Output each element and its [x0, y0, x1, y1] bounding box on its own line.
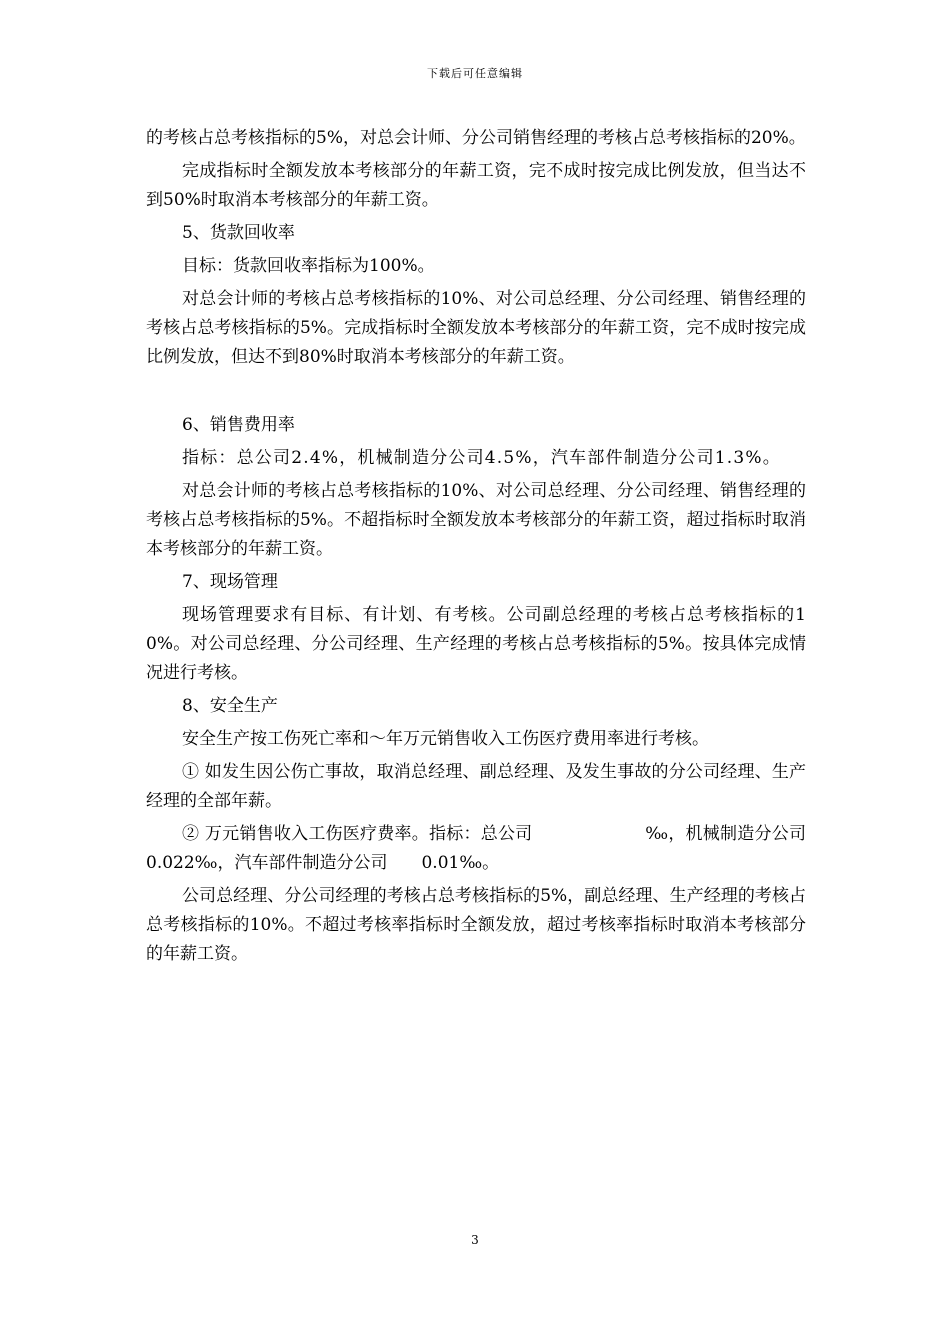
page-header: 下载后可任意编辑 [427, 67, 523, 80]
paragraph: 安全生产按工伤死亡率和～年万元销售收入工伤医疗费用率进行考核。 [182, 729, 709, 749]
paragraph: ② 万元销售收入工伤医疗费率。指标：总公司 ‰，机械制造分公司 0.022‰，汽车部件制造分公司 0.01‰。 [146, 824, 823, 873]
section-heading-collection-rate: 5、货款回收率 [182, 223, 295, 243]
paragraph: 指标：总公司2.4%，机械制造分公司4.5%，汽车部件制造分公司1.3%。 [182, 448, 781, 468]
document-body [146, 124, 823, 973]
paragraph: 完成指标时全额发放本考核部分的年薪工资，完不成时按完成比例发放，但当达不到50%时取消本考核部分的年薪工资。 [146, 161, 806, 210]
paragraph: 对总会计师的考核占总考核指标的10%、对公司总经理、分公司经理、销售经理的考核占总考核指标的5%。不超指标时全额发放本考核部分的年薪工资，超过指标时取消本考核部分的年薪工资。 [146, 481, 806, 559]
blank-line [146, 376, 806, 411]
section-heading-safety-production: 8、安全生产 [182, 696, 278, 716]
section-heading-sales-expense-rate: 6、销售费用率 [182, 415, 295, 435]
paragraph: ① 如发生因公伤亡事故，取消总经理、副总经理、及发生事故的分公司经理、生产经理的全部年薪。 [146, 762, 806, 811]
paragraph: 现场管理要求有目标、有计划、有考核。公司副总经理的考核占总考核指标的10%。对公司总经理、分公司经理、生产经理的考核占总考核指标的5%。按具体完成情况进行考核。 [146, 605, 806, 683]
paragraph: 对总会计师的考核占总考核指标的10%、对公司总经理、分公司经理、销售经理的考核占总考核指标的5%。完成指标时全额发放本考核部分的年薪工资，完不成时按完成比例发放，但达不到80%时取消本考核部分的年薪工资。 [146, 289, 806, 367]
page-number: 3 [471, 1233, 479, 1247]
section-heading-site-management: 7、现场管理 [182, 572, 278, 592]
paragraph: 目标：货款回收率指标为100%。 [182, 256, 435, 276]
paragraph: 公司总经理、分公司经理的考核占总考核指标的5%，副总经理、生产经理的考核占总考核指标的10%。不超过考核率指标时全额发放，超过考核率指标时取消本考核部分的年薪工资。 [146, 886, 806, 964]
paragraph: 的考核占总考核指标的5%，对总会计师、分公司销售经理的考核占总考核指标的20%。 [146, 128, 806, 148]
